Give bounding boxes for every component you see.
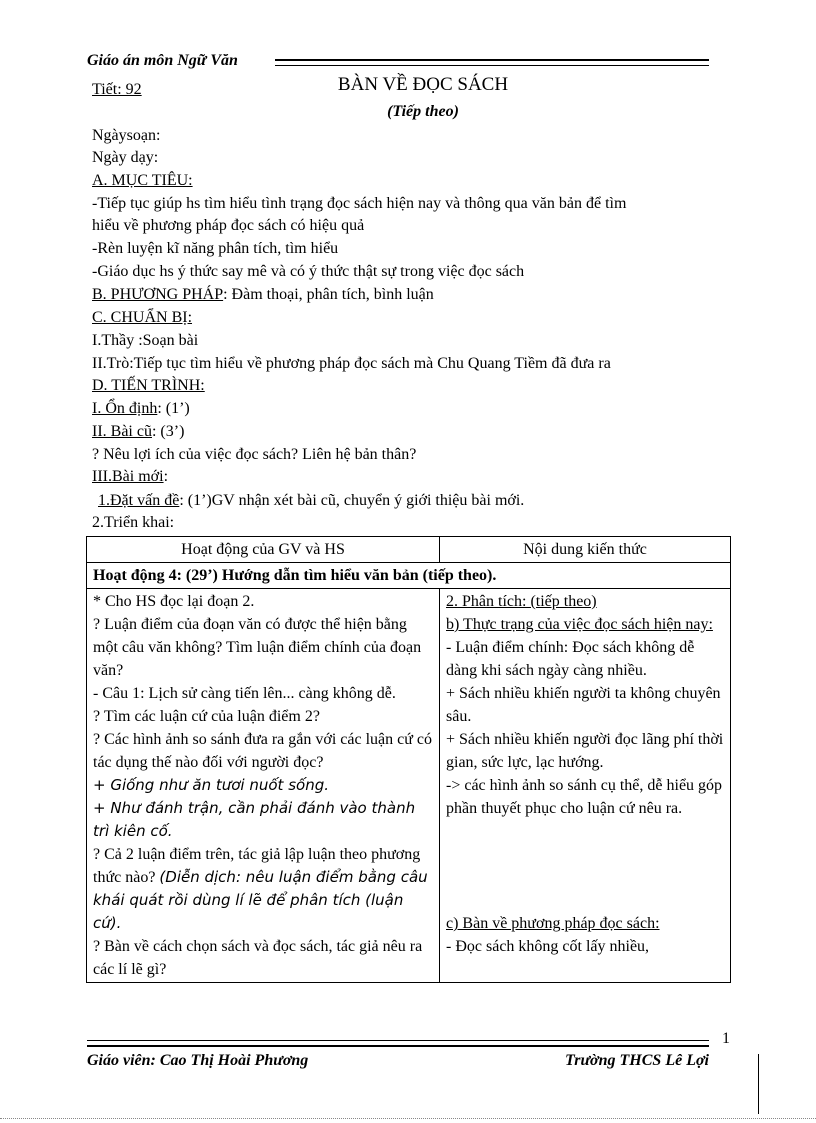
left-line-italic: (Diễn dịch: nêu luận điểm bằng câu khái quát rồi dùng lí lẽ để phân tích (luận cứ). — [93, 868, 428, 932]
section-a-heading: A. MỤC TIÊU: — [92, 172, 193, 189]
footer-school: Trường THCS Lê Lợi — [565, 1052, 709, 1069]
section-b — [92, 285, 434, 305]
lesson-number: Tiết: 92 — [92, 81, 142, 98]
right-line-heading: 2. Phân tích: (tiếp theo) — [446, 593, 597, 610]
header-rule — [275, 59, 709, 66]
col2-header: Nội dung kiến thức — [440, 537, 731, 563]
footer-rule — [87, 1040, 709, 1047]
bai-cu-label: II. Bài cũ — [92, 423, 152, 440]
page-number: 1 — [722, 1030, 730, 1047]
header-title: Giáo án môn Ngữ Văn — [87, 52, 238, 69]
page-bottom-rule — [0, 1118, 816, 1119]
lesson-table — [86, 536, 731, 983]
left-line: ? Các hình ảnh so sánh đưa ra gắn với các luận cứ có tác dụng thế nào đối với người đọc? — [93, 731, 433, 771]
muc-tieu-line-1a: -Tiếp tục giúp hs tìm hiểu tình trạng đọc sách hiện nay và thông qua văn bản để tìm — [92, 195, 627, 212]
left-line-plain: ? Cả 2 luận điểm trên, tác giả lập luận theo phương thức nào? — [93, 846, 421, 886]
bai-moi — [92, 467, 168, 487]
dat-van-de — [98, 491, 524, 511]
muc-tieu-line-3: -Giáo dục hs ý thức say mê và có ý thức thật sự trong việc đọc sách — [92, 263, 525, 280]
bai-moi-label: III.Bài mới — [92, 468, 164, 485]
dat-van-de-text: : (1’)GV nhận xét bài cũ, chuyển ý giới thiệu bài mới. — [179, 492, 525, 509]
teacher-student-activities — [87, 589, 440, 983]
right-line: + Sách nhiều khiến người đọc lãng phí thời gian, sức lực, lạc hướng. — [446, 731, 724, 771]
chuan-bi-thay: I.Thầy :Soạn bài — [92, 332, 199, 349]
left-line-italic: + Như đánh trận, cần phải đánh vào thành trì kiên cố. — [93, 799, 416, 840]
left-line: ? Tìm các luận cứ của luận điểm 2? — [93, 708, 320, 725]
col1-header: Hoạt động của GV và HS — [87, 537, 440, 563]
bai-cu-question: ? Nêu lợi ích của việc đọc sách? Liên hệ bản thân? — [92, 446, 417, 463]
right-line: - Đọc sách không cốt lấy nhiều, — [446, 938, 650, 955]
section-b-text: : Đàm thoại, phân tích, bình luận — [223, 286, 434, 303]
left-line: * Cho HS đọc lại đoạn 2. — [93, 593, 255, 610]
right-line: - Luận điểm chính: Đọc sách không dễ dàng khi sách ngày càng nhiều. — [446, 639, 695, 679]
activity-row — [87, 563, 731, 589]
left-line — [93, 843, 433, 935]
knowledge-content — [440, 589, 731, 983]
ngay-day: Ngày dạy: — [92, 149, 159, 166]
right-line-heading: b) Thực trạng của việc đọc sách hiện nay: — [446, 616, 713, 633]
muc-tieu-line-2: -Rèn luyện kĩ năng phân tích, tìm hiểu — [92, 240, 339, 257]
on-dinh-label: I. Ổn định — [92, 400, 158, 417]
page-header — [87, 52, 709, 74]
left-line-italic: + Giống như ăn tươi nuốt sống. — [93, 776, 329, 794]
content-row — [87, 589, 731, 983]
section-d-heading: D. TIẾN TRÌNH: — [92, 377, 205, 394]
section-b-heading: B. PHƯƠNG PHÁP — [92, 286, 224, 303]
right-line: -> các hình ảnh so sánh cụ thể, dễ hiểu góp phần thuyết phục cho luận cứ nêu ra. — [446, 777, 723, 817]
lesson-subtitle: (Tiếp theo) — [387, 103, 459, 120]
left-line: - Câu 1: Lịch sử càng tiến lên... càng không dễ. — [93, 685, 396, 702]
right-line-heading: c) Bàn về phương pháp đọc sách: — [446, 915, 660, 932]
left-line: ? Luận điểm của đoạn văn có được thể hiện bằng một câu văn không? Tìm luận điểm chính của đoạn văn? — [93, 616, 422, 679]
on-dinh-time: : (1’) — [157, 400, 190, 417]
bai-moi-colon: : — [163, 468, 169, 485]
section-c-heading: C. CHUẨN BỊ: — [92, 309, 193, 326]
footer-teacher: Giáo viên: Cao Thị Hoài Phương — [87, 1052, 309, 1069]
right-spacer — [446, 820, 724, 912]
lesson-title: BÀN VỀ ĐỌC SÁCH — [337, 74, 509, 95]
dat-van-de-label: 1.Đặt vấn đề — [98, 492, 180, 509]
bai-cu — [92, 422, 184, 442]
muc-tieu-line-1b: hiểu về phương pháp đọc sách có hiệu quả — [92, 217, 365, 234]
bai-cu-time: : (3’) — [151, 423, 185, 440]
activity-heading: Hoạt động 4: (29’) Hướng dẫn tìm hiểu văn bản (tiếp theo). — [87, 563, 731, 589]
right-line: + Sách nhiều khiến người ta không chuyên sâu. — [446, 685, 721, 725]
table-header-row — [87, 537, 731, 563]
trien-khai: 2.Triển khai: — [92, 514, 175, 531]
chuan-bi-tro: II.Trò:Tiếp tục tìm hiểu về phương pháp đọc sách mà Chu Quang Tiềm đã đưa ra — [92, 355, 611, 372]
left-line: ? Bàn về cách chọn sách và đọc sách, tác giả nêu ra các lí lẽ gì? — [93, 938, 423, 978]
on-dinh — [92, 399, 190, 419]
corner-mark — [758, 1054, 760, 1114]
ngay-soan: Ngàysoạn: — [92, 127, 161, 144]
